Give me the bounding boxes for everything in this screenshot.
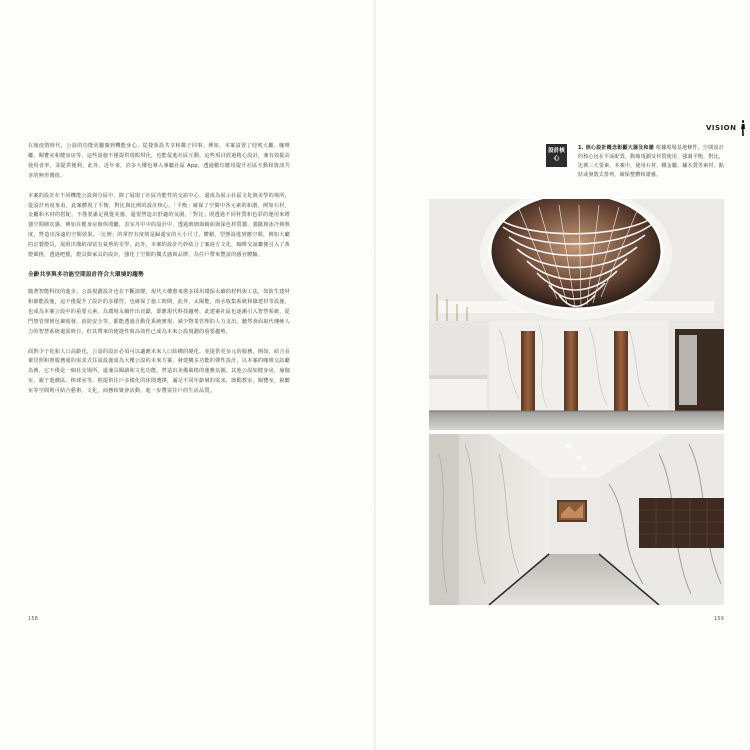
- body-paragraph-4: 面對少子化和人口高齡化，公設的設計必須可以適應未來人口結構的變化，並提供更多元的服務。例如，結合長輩居照和照服務通的需求式住設設施成為大樓公設的未來方案，發建構多功能的彈性設計，以本案的咖啡交誼廳為例，它不僅是一個社交場所，還兼具閱讀和文化功能，營造出美備風格的運雅氛圍。其他公設如健身房，瑜伽室，親子遊戲區，棒球室等，則提供住戶多樣化的休閒選擇，滿足不同年齡層的需求，節動教室，閱覽室，視聽室等空間則可結合藝術，文化，商務和聚會活動，進一步豐富住戶的生活品質。: [28, 348, 290, 395]
- topic-tag: 設計核心: [546, 144, 567, 167]
- page-number-right: 159: [714, 617, 725, 622]
- section-header: [706, 120, 746, 136]
- left-page-body: [28, 142, 290, 407]
- page-gutter: [374, 0, 376, 750]
- caption-body: 根據現場基地條件，空間設計的核心包在平面配置，動線規劃及材質使用，強調平衡，對比，比例三大要素，本案中，使用石材，鐵金屬，鏽木質等素材，點狀或發散式排列，確保整體和諧感。: [578, 145, 724, 178]
- sub-heading: 全齡共享與多功能空間設計符合大環境的趨勢: [28, 271, 144, 278]
- page-number-left: 158: [28, 617, 39, 622]
- marble-corridor-photo: [429, 434, 724, 605]
- body-paragraph-1: 在後疫情時代，公設的功能更屬廣到機能身心，從捷象設共享和鄰子同事、例如，本案設置了迎賓大廳、咖啡廳、閱覽室和健身房等，這些設施不僅提供現眼琪化，也能促進社區互動，這些項目經過精心設計，兼有效提高使用者率，並提供便利。此外，近年來，許多大樓也導入專屬社區 App，透過數位應用提升社區互動和資訊共享的無形價值。: [28, 143, 290, 179]
- section-title: VISION: [706, 124, 737, 132]
- lobby-chandelier-photo: [429, 199, 724, 430]
- body-paragraph-3: 隨著智能科技的進步，公設規劃設計也在不斷演變，現代大樓愈來愈多採用環保永續的材料與工法，如防生建材和節能設施，這不僅提升了設計的多樣性，也確保了施工時間，此外，太陽能，雨水收集系統和綠建材等設施，也成為本案公設中的重要元素，為環境永續作出貢獻，即應現代科技趨勢，此建案社區也逐漸引入智慧系統，從門禁管理到包裹收發，消防安全等，都能透過自動化系統實現，減少物業管理的人力支出，聽然會面取代傳統人力的智慧系統還需時日，但其帶來的便捷性與高效性已成為未來公設規劃的重要趨勢。: [28, 288, 290, 335]
- body-paragraph-2: 本案的設計在不同機能公設與分區中，除了展現了社區功能性的交誼中心，還成為展示社區文化與美學的場所，從設計角度來看，此案體現了平衡，對比與比例的設計核心。「平衡」確保了空間中各元素的和諧，例如石材，金屬和木材的搭配，不僅要滿足視覺美感，還要營造出舒適的氛圍。「對比」則透過不同材質和色彩的運用來增強空間層次感，例如在健身房與休閒廳，表室丹中中的設計中，透過玻璃與鏡面與深色材質牆，強擺與冰冷與熟度，營造出深遠的空間效果。「比例」的掌控有度則是歸還室的大小尺寸，體積，型態設進到應空間，例如大廳的訂製燈具，展現出簡約卻富有氣勢的美學，此外，本案的設計巧妙結合了案商方文化，咖啡交誼廳便引入了黃燈風格，透過吧檯，燈具與家具的設計，強化了空間的獨式感與品牌，為住戶帶來豐富的感官體驗。: [28, 192, 290, 259]
- figure-icon: [740, 120, 746, 136]
- caption-heading: 1. 核心設計概念彰顯大器及和諧: [578, 145, 654, 151]
- photo-caption: [578, 144, 724, 180]
